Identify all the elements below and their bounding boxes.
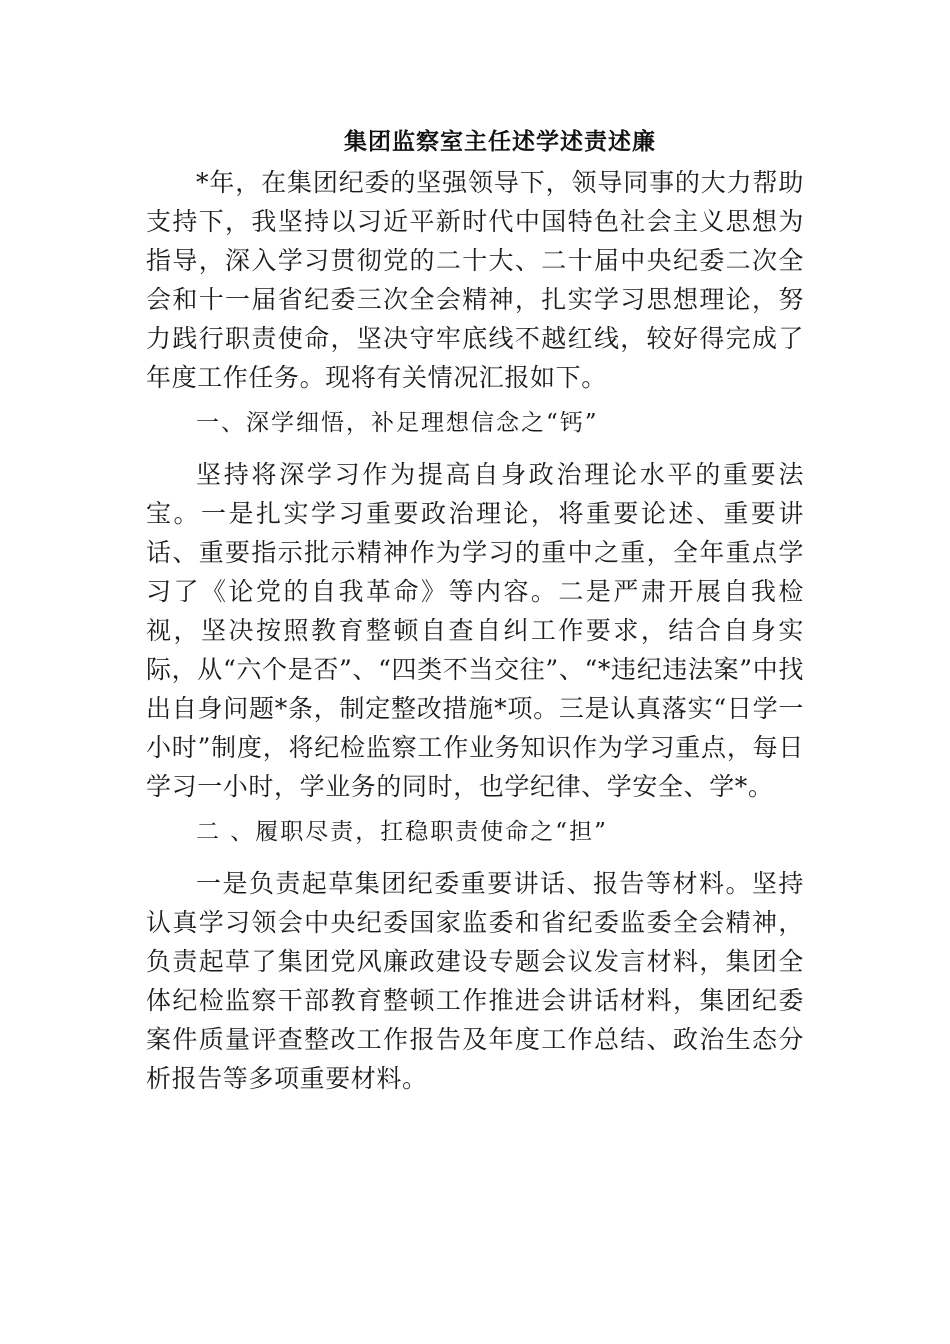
section-heading-2: 二 、履职尽责，扛稳职责使命之“担” [196,819,608,845]
document-title: 集团监察室主任述学述责述廉 [344,129,656,155]
document-body [146,163,804,1098]
section-heading-1: 一、深学细悟，补足理想信念之“钙” [196,410,599,436]
section-2-paragraph: 一是负责起草集团纪委重要讲话、报告等材料。坚持认真学习领会中央纪委国家监委和省纪委监委全会精神，负责起草了集团党风廉政建设专题会议发言材料，集团全体纪检监察干部教育整顿工作推进会讲话材料，集团纪委案件质量评查整改工作报告及年度工作总结、政治生态分析报告等多项重要材料。 [146,869,804,1093]
section-1-paragraph: 坚持将深学习作为提高自身政治理论水平的重要法宝。一是扎实学习重要政治理论，将重要论述、重要讲话、重要指示批示精神作为学习的重中之重，全年重点学习了《论党的自我革命》等内容。二是严肃开展自我检视，坚决按照教育整顿自查自纠工作要求，结合自身实际，从“六个是否”、“四类不当交往”、“*违纪违法案”中找出自身问题*条，制定整改措施*项。三是认真落实“日学一小时”制度，将纪检监察工作业务知识作为学习重点，每日学习一小时，学业务的同时，也学纪律、学安全、学*。 [146,460,804,801]
intro-paragraph: *年，在集团纪委的坚强领导下，领导同事的大力帮助支持下，我坚持以习近平新时代中国特色社会主义思想为指导，深入学习贯彻党的二十大、二十届中央纪委二次全会和十一届省纪委三次全会精神，扎实学习思想理论，努力践行职责使命，坚决守牢底线不越红线，较好得完成了年度工作任务。现将有关情况汇报如下。 [146,168,804,392]
